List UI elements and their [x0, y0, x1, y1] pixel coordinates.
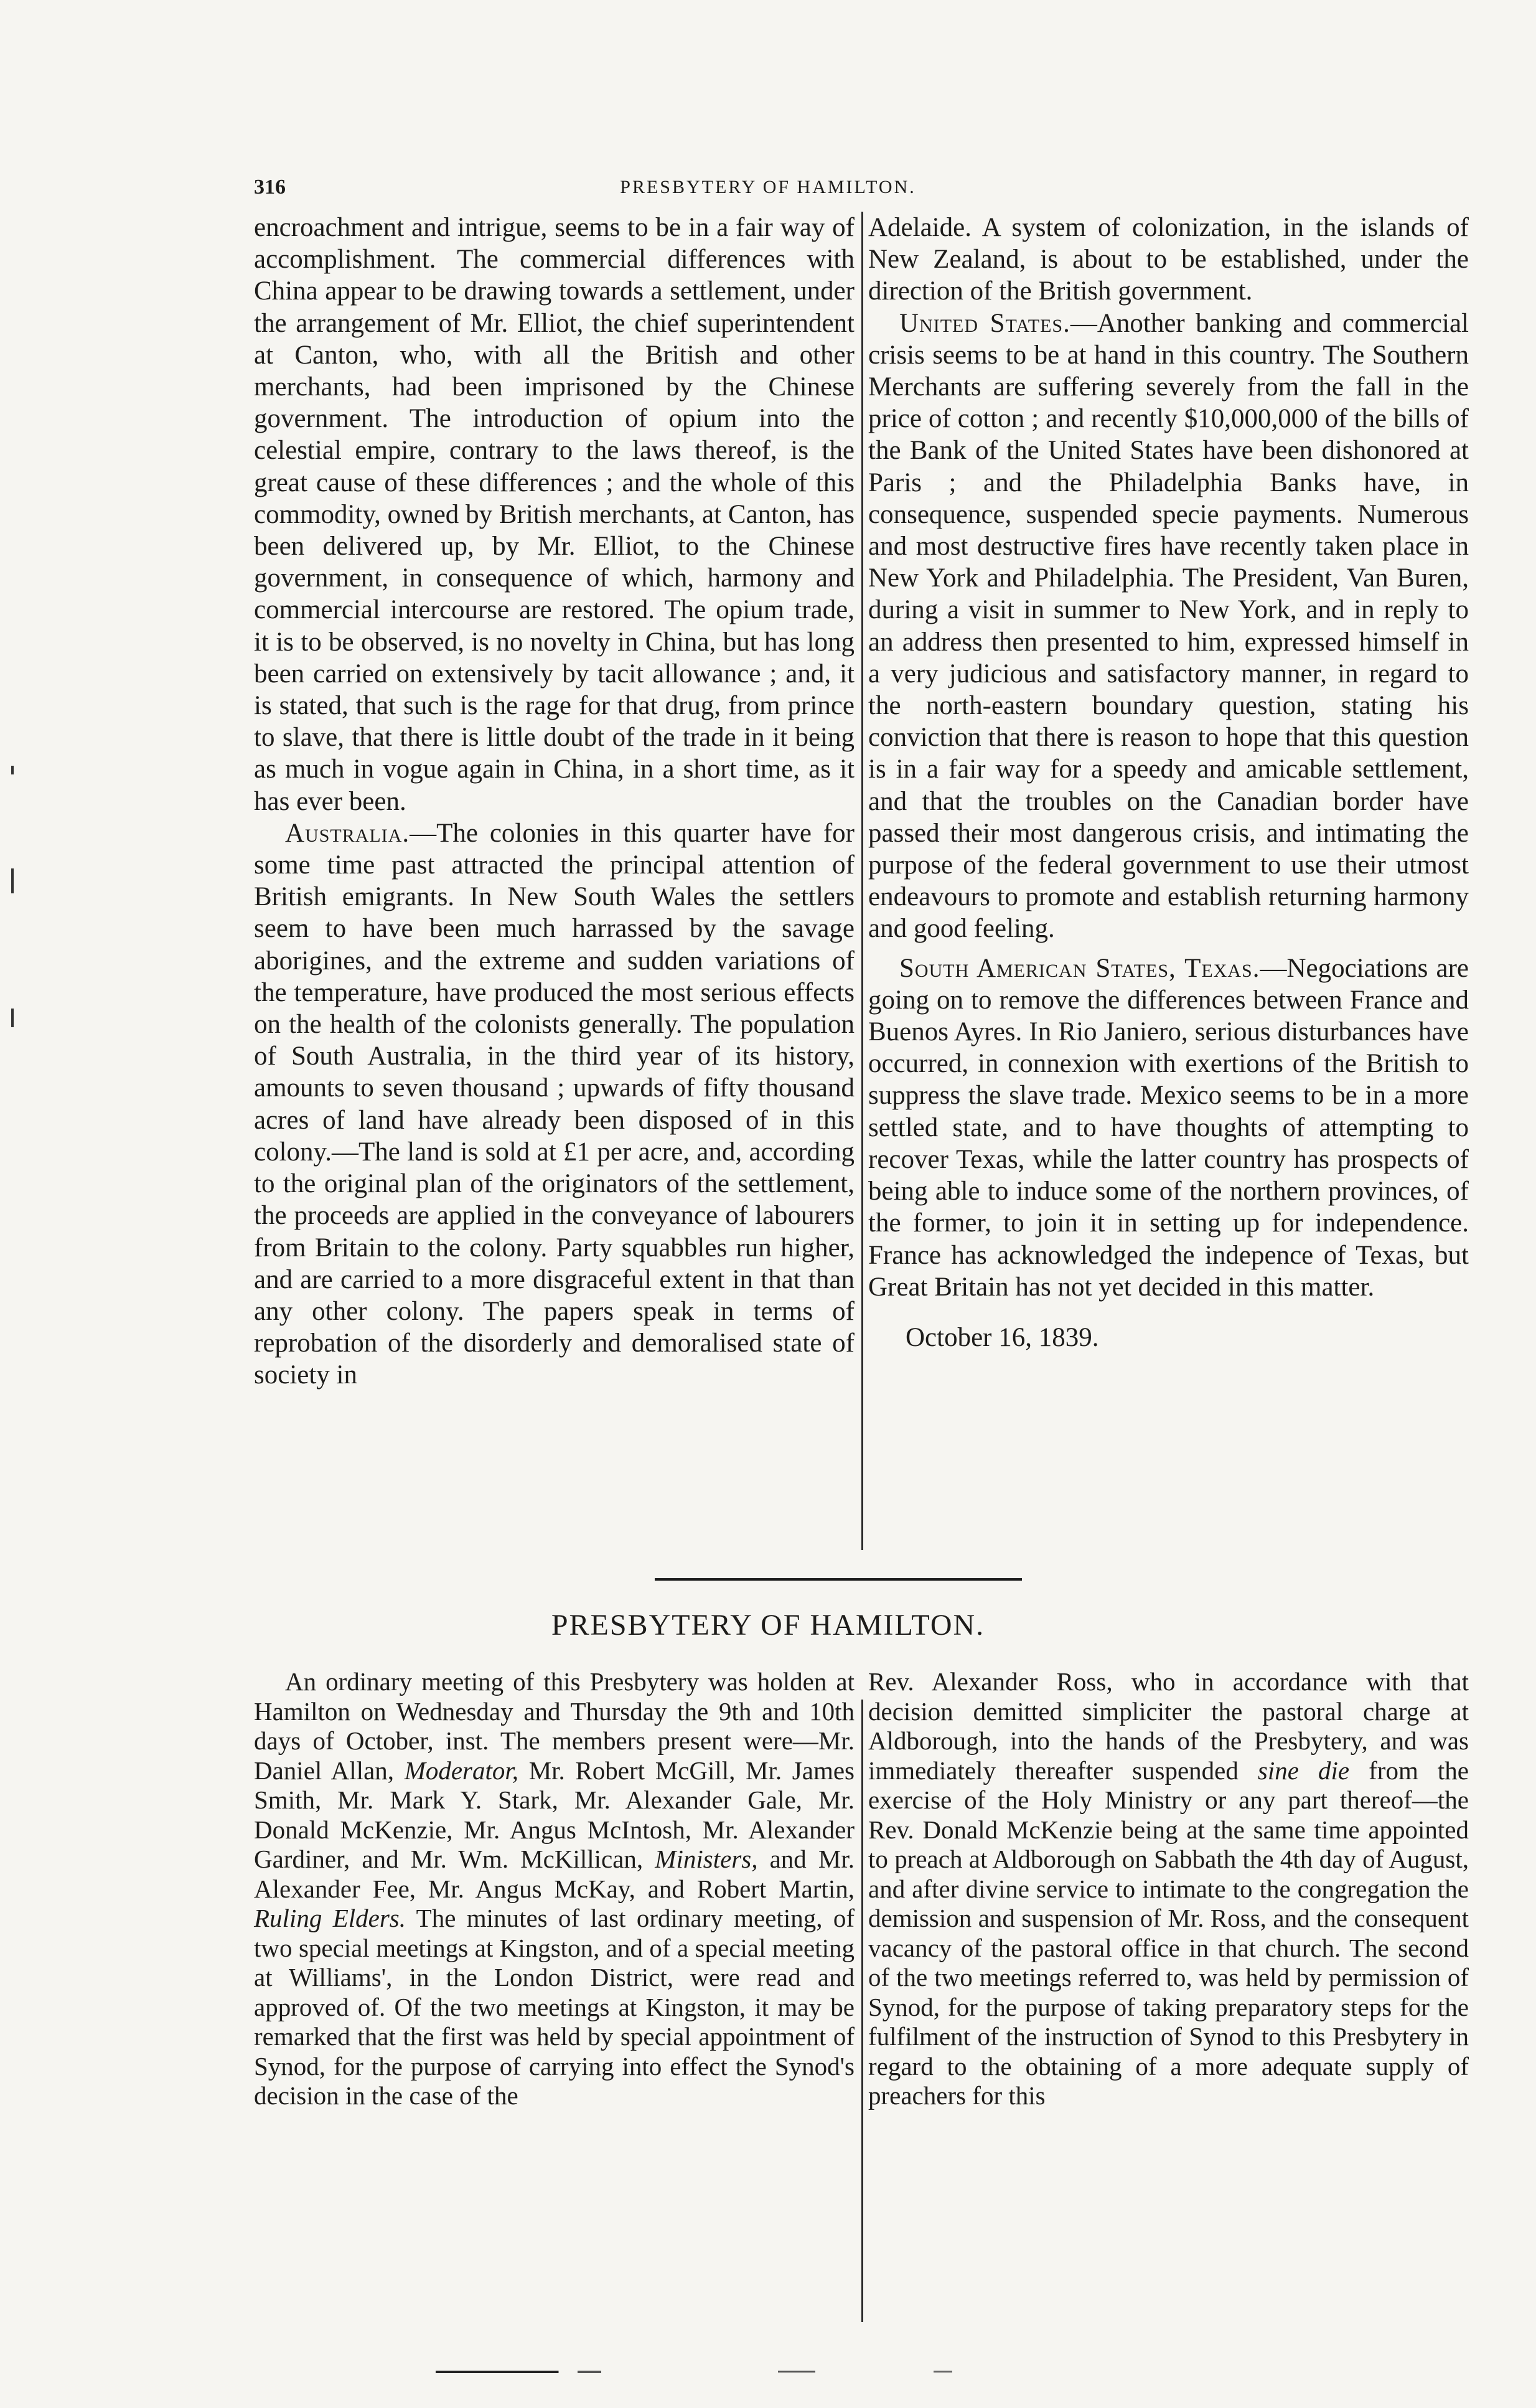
united-states-label: United States. — [899, 308, 1070, 338]
column-divider-bottom — [861, 1700, 863, 2322]
united-states-paragraph — [868, 308, 1469, 945]
presbytery-paragraph-right — [868, 1667, 1469, 2111]
section-separator-rule — [655, 1578, 1022, 1581]
south-american-paragraph — [868, 952, 1469, 1303]
australia-label: Australia. — [285, 818, 410, 848]
top-article-right-column — [868, 212, 1469, 1353]
presbytery-right-column — [868, 1667, 1469, 2111]
text-run: An ordinary meeting of this Presbytery was holden at Hamilton on Wednesday and Thursday the 9th and 10th days of October, inst. The members present were—Mr. Daniel Allan, — [254, 1667, 855, 1785]
united-states-text: —Another banking and commercial crisis seems to be at hand in this country. The Southern Merchants are suffering severely from the fall in the price of cotton ; and recently $10,000,000 of the bills of the Bank of the United States have been dishonored at Paris ; and the Philadelphia Banks have, in consequence, suspended specie payments. Numerous and most destructive fires have recently taken place in New York and Philadelphia. The President, Van Buren, during a visit in summer to New York, and in reply to an address then presented to him, expressed himself in a very judicious and satisfactory manner, in regard to the north-eastern boundary question, stating his conviction that there is reason to hope that this question is in a fair way for a speedy and amicable settlement, and that the troubles on the Canadian border have passed their most dangerous crisis, and intimating the purpose of the federal government to use their utmost endeavours to promote and establish returning harmony and good feeling. — [868, 308, 1469, 944]
top-article-left-column — [254, 212, 855, 1391]
text-run: Rev. Alexander Ross, who in accordance with that decision demitted simpliciter the pastoral charge at Aldborough, into the hands of the Presbytery, and was immediately thereafter suspended — [868, 1667, 1469, 1785]
south-american-label: South American States, Texas. — [899, 953, 1260, 983]
australia-text: —The colonies in this quarter have for some time past attracted the principal attention of British emigrants. In New South Wales the settlers seem to have been much harrassed by the savage aborigines, and the extreme and sudden variations of the temperature, have produced the most serious effects on the health of the colonists generally. The population of South Australia, in the third year of its history, amounts to seven thousand ; upwards of fifty thousand acres of land have already been disposed of in this colony.—The land is sold at £1 per acre, and, according to the original plan of the originators of the settlement, the proceeds are applied in the conveyance of labourers from Britain to the colony. Party squabbles run higher, and are carried to a more disgraceful extent in that than any other colony. The papers speak in terms of reprobation of the disorderly and demoralised state of society in — [254, 818, 855, 1390]
margin-mark — [11, 1009, 14, 1027]
dateline: October 16, 1839. — [906, 1322, 1099, 1352]
italic-run: sine die — [1257, 1756, 1350, 1785]
presbytery-left-column — [254, 1667, 855, 2111]
new-zealand-paragraph: Adelaide. A system of colonization, in the islands of New Zealand, is about to be established, under the direction of the British government. — [868, 213, 1469, 306]
text-run: and Mr. Alexander Fee, Mr. Angus McKay, and Robert Martin, — [254, 1845, 855, 1903]
text-run: Mr. Robert McGill, Mr. James Smith, Mr. Mark Y. Stark, Mr. Alexander Gale, Mr. Donald McKenzie, Mr. Angus McIntosh, Mr. Alexander Gardiner, and Mr. Wm. McKillican, — [254, 1756, 855, 1873]
page-number: 316 — [254, 176, 286, 199]
text-run: The minutes of last ordinary meeting, of two special meetings at Kingston, and of a special meeting at Williams', in the London District, were read and approved of. Of the two meetings at Kingston, it may be remarked that the first was held by special appointment of Synod, for the purpose of carrying into effect the Synod's decision in the case of the — [254, 1904, 855, 2110]
footer-rule-fragment — [436, 2371, 672, 2373]
china-paragraph: encroachment and intrigue, seems to be in a fair way of accomplishment. The commercial differences with China appear to be drawing towards a settlement, under the arrangement of Mr. Elliot, the chief superintendent at Canton, who, with all the British and other merchants, had been imprisoned by the Chinese government. The introduction of opium into the celestial empire, contrary to the laws thereof, is the great cause of these differences ; and the whole of this commodity, owned by British merchants, at Canton, has been delivered up, by Mr. Elliot, to the Chinese government, in consequence of which, harmony and commercial intercourse are restored. The opium trade, it is to be observed, is no novelty in China, but has long been carried on extensively by tacit allowance ; and, it is stated, that such is the rage for that drug, from prince to slave, that there is little doubt of the trade in it being as much in vogue again in China, in a short time, as it has ever been. — [254, 213, 855, 816]
margin-mark — [11, 766, 14, 774]
text-run: from the exercise of the Holy Ministry or any part thereof—the Rev. Donald McKenzie being at the same time appointed to preach at Aldborough on Sabbath the 4th day of August, and after divine service to intimate to the congregation the demission and suspension of Mr. Ross, and the consequent vacancy of the pastoral office in that church. The second of the two meetings referred to, was held by permission of Synod, for the purpose of taking preparatory steps for the fulfilment of the instruction of Synod to this Presbytery in regard to the obtaining of a more adequate supply of preachers for this — [868, 1756, 1469, 2110]
italic-run: Ruling Elders. — [254, 1904, 406, 1932]
south-american-text: —Negociations are going on to remove the differences between France and Buenos Ayres. In Rio Janiero, serious disturbances have occurred, in connexion with exertions of the British to suppress the slave trade. Mexico seems to be in a more settled state, and to have thoughts of attempting to recover Texas, while the latter country has prospects of being able to induce some of the northern provinces, of the former, to join it in setting up for independence. France has acknowledged the indepence of Texas, but Great Britain has not yet decided in this matter. — [868, 953, 1469, 1302]
footer-rule-fragment — [934, 2371, 952, 2373]
australia-paragraph — [254, 817, 855, 1391]
running-head: PRESBYTERY OF HAMILTON. — [620, 177, 916, 197]
italic-run: Ministers, — [655, 1845, 758, 1873]
presbytery-paragraph-left — [254, 1667, 855, 2111]
section-title: PRESBYTERY OF HAMILTON. — [551, 1609, 985, 1642]
italic-run: Moderator, — [404, 1756, 519, 1785]
margin-mark — [11, 868, 14, 893]
column-divider-top — [861, 212, 863, 1550]
footer-rule-fragment — [778, 2371, 815, 2373]
